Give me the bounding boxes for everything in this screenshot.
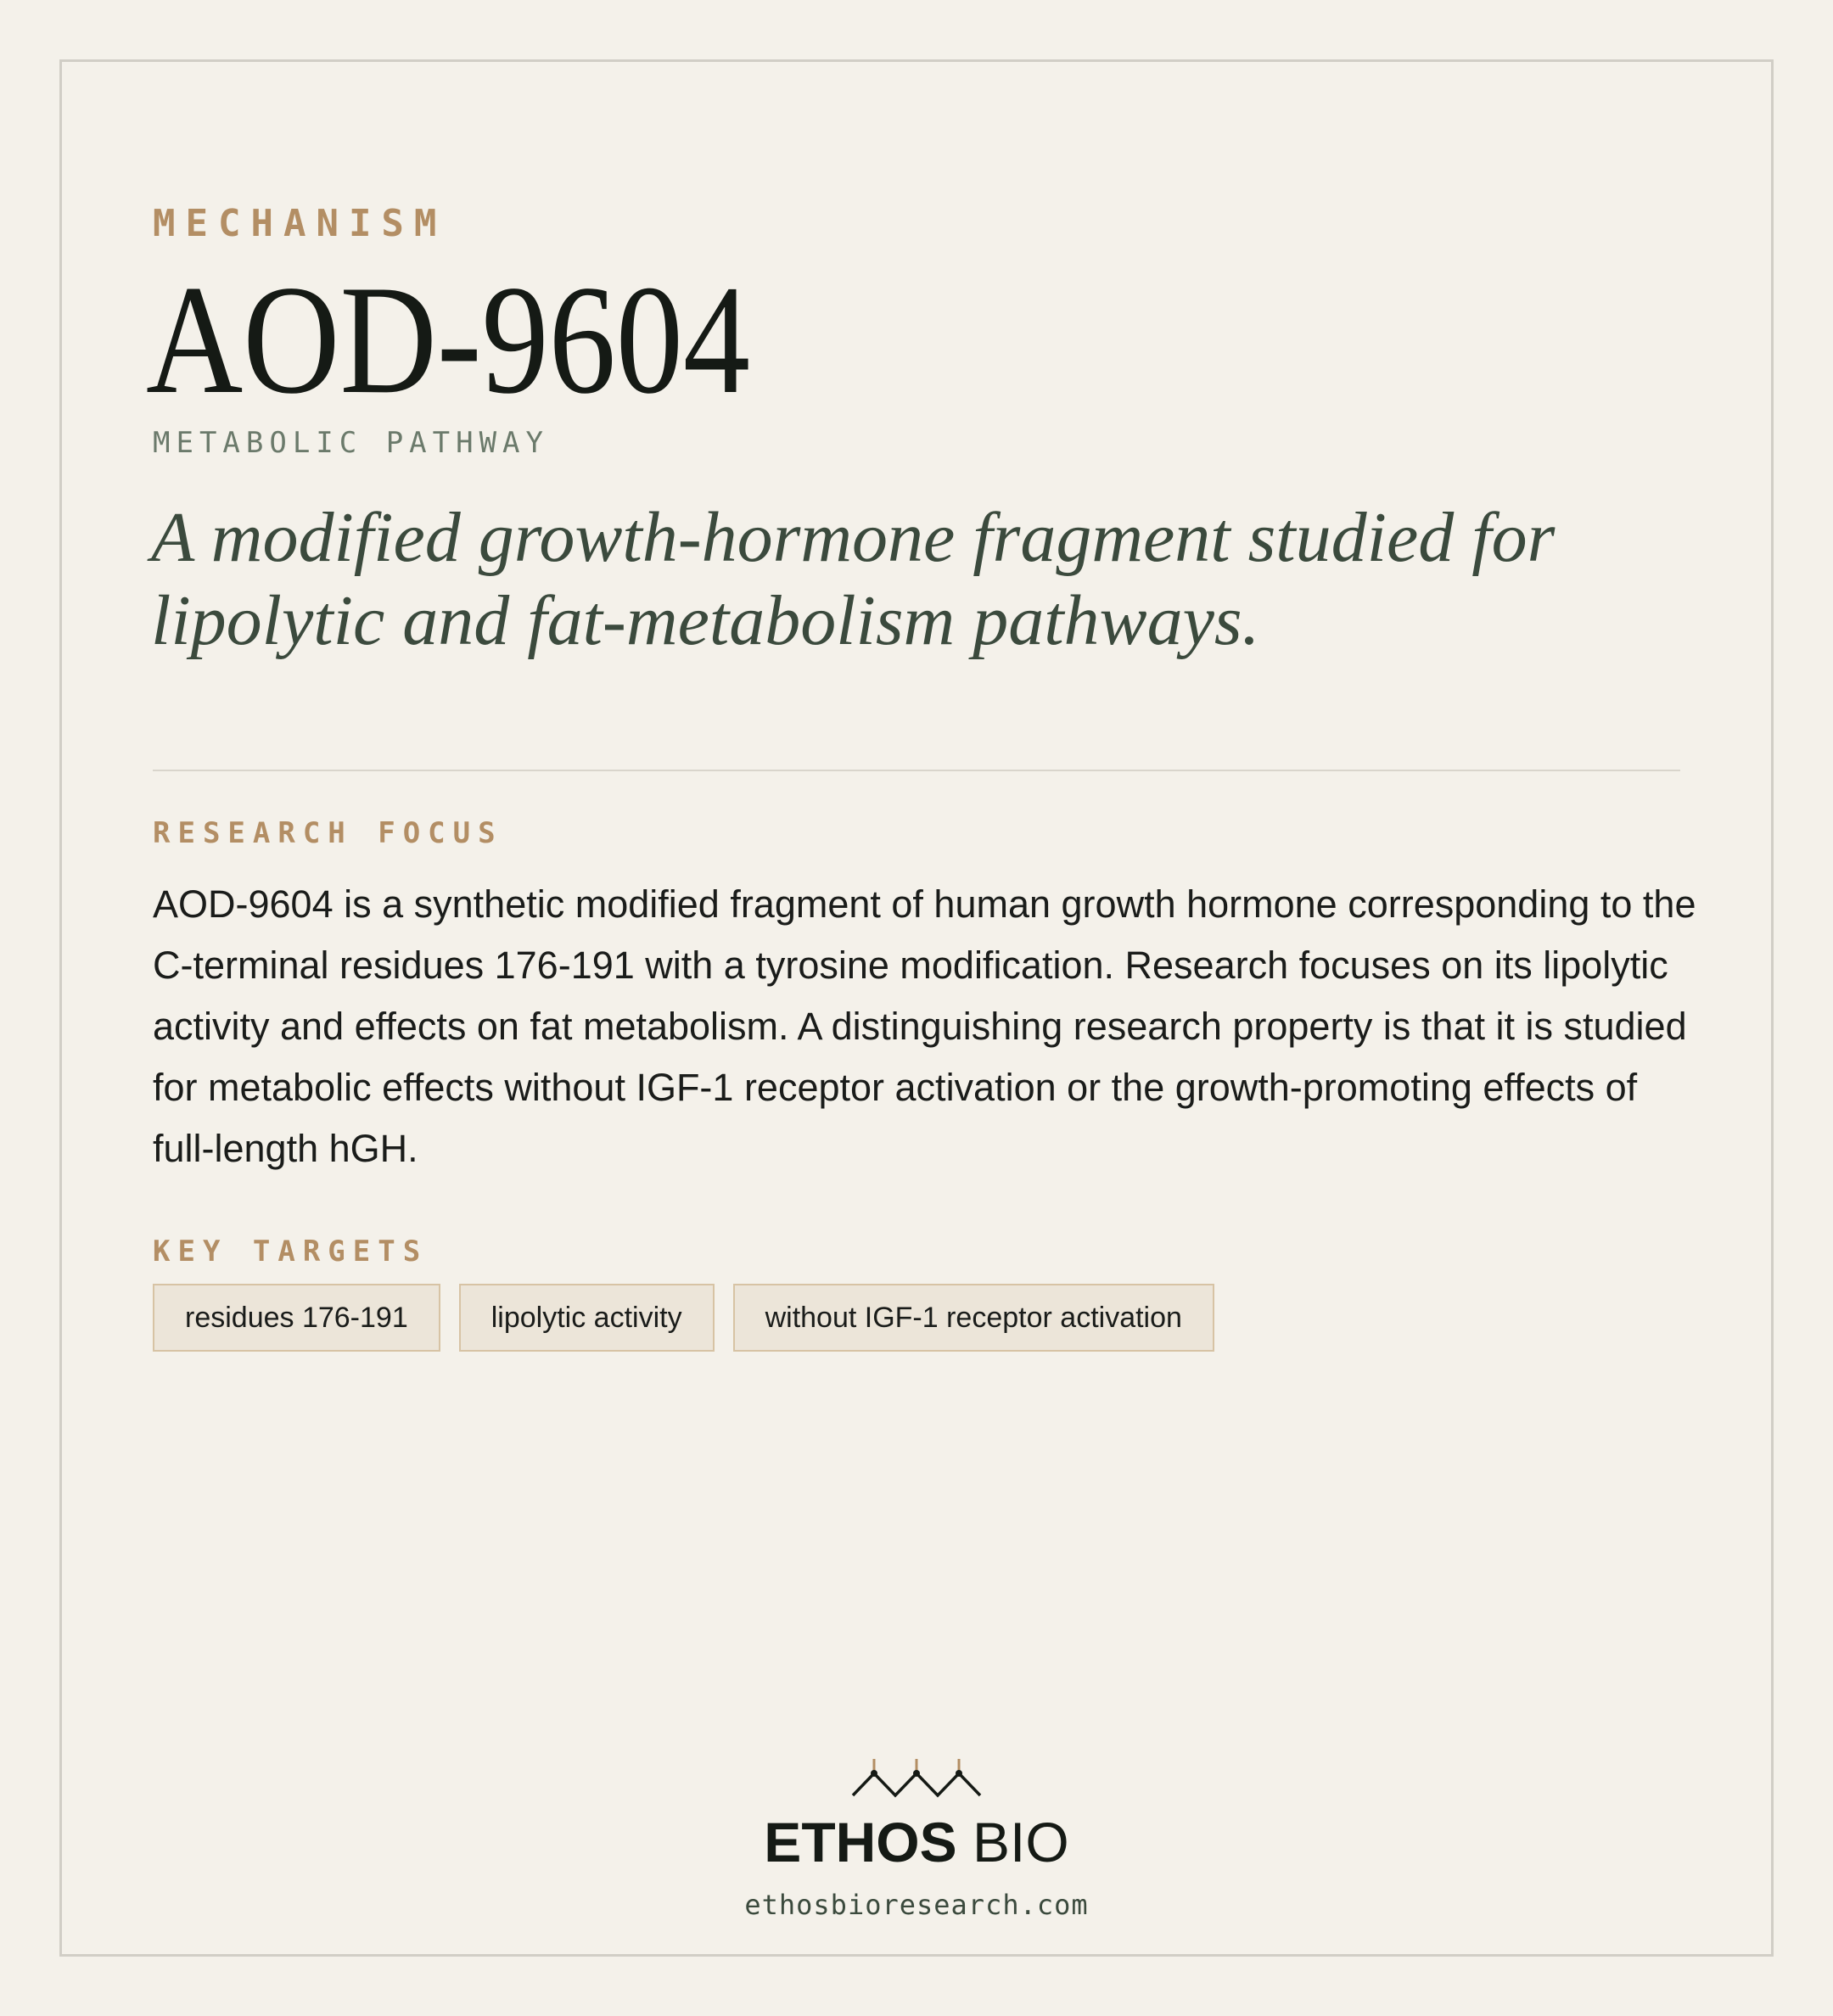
brand-light: BIO <box>973 1811 1069 1873</box>
brand-bold: ETHOS <box>764 1811 957 1873</box>
research-focus-text: AOD-9604 is a synthetic modified fragment of human growth hormone corresponding to the C-terminal residues 176-191 with a tyrosine modification. Research focuses on its lipolytic activity and effects on fat metabolism. A distinguishing research property is that it is studied for metabolic effects without IGF-1 receptor activation or the growth-promoting effects of full-length hGH. <box>153 882 1696 1170</box>
eyebrow-label: MECHANISM <box>153 202 447 245</box>
target-chip: without IGF-1 receptor activation <box>733 1284 1214 1352</box>
key-targets-label: KEY TARGETS <box>153 1235 429 1268</box>
page-title: AOD-9604 <box>146 253 751 426</box>
subtitle: METABOLIC PATHWAY <box>153 426 549 460</box>
molecule-chain-icon <box>849 1755 984 1806</box>
key-targets-list <box>153 1284 1214 1352</box>
brand-wordmark <box>0 1806 1833 1879</box>
tagline: A modified growth-hormone fragment studied for lipolytic and fat-metabolism pathways. <box>151 498 1556 660</box>
website-url: ethosbioresearch.com <box>744 1889 1089 1921</box>
target-chip: residues 176-191 <box>153 1284 440 1352</box>
research-focus-label: RESEARCH FOCUS <box>153 816 503 850</box>
target-chip: lipolytic activity <box>459 1284 715 1352</box>
divider <box>153 770 1680 771</box>
